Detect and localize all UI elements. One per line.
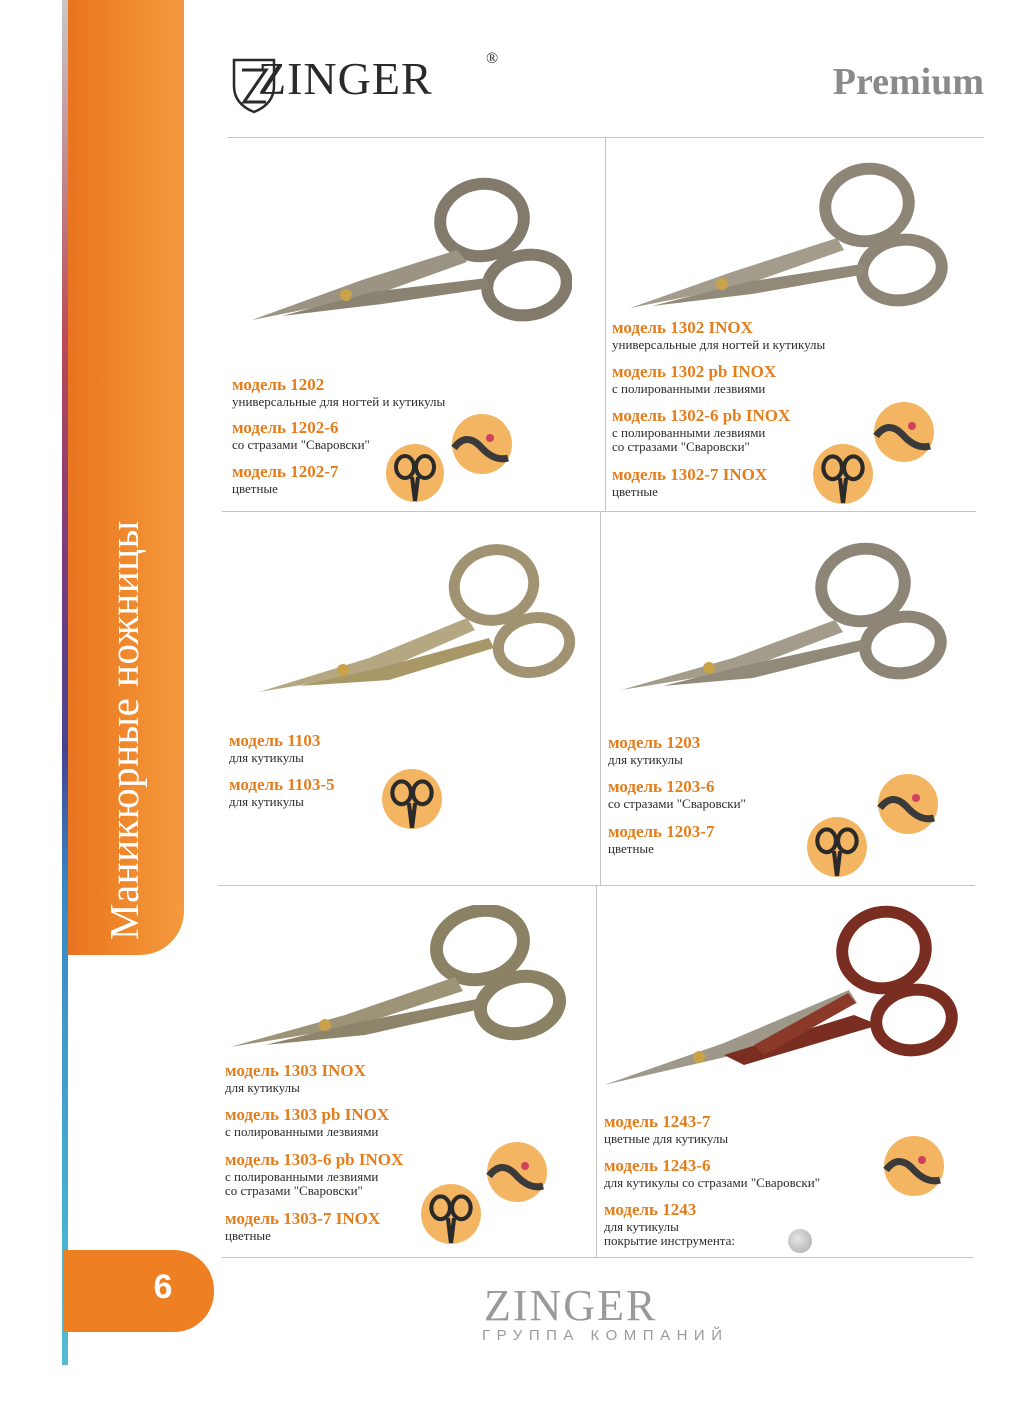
model-desc: универсальные для ногтей и кутикулы: [612, 337, 826, 352]
model-desc: для кутикулы: [229, 794, 304, 809]
model-name: модель 1103-5: [229, 775, 335, 794]
model-desc: цветные: [232, 481, 278, 496]
sidebar-title: Маникюрные ножницы: [101, 520, 147, 940]
model-name: модель 1103: [229, 731, 321, 750]
trademark-symbol: ®: [486, 50, 500, 67]
product-1243: [604, 900, 984, 1250]
product-1103: [229, 530, 609, 850]
model-desc: с полированными лезвиями: [225, 1169, 379, 1184]
model-desc: для кутикулы: [604, 1219, 679, 1234]
model-desc: для кутикулы: [608, 752, 683, 767]
model-desc: со стразами "Сваровски": [608, 796, 746, 811]
model-desc: с полированными лезвиями: [612, 425, 766, 440]
product-1303: [225, 900, 605, 1250]
product-1202: [232, 160, 612, 500]
model-name: модель 1303-6 pb INOX: [225, 1150, 404, 1169]
model-name: модель 1302 INOX: [612, 318, 753, 337]
model-desc: с полированными лезвиями: [612, 381, 766, 396]
model-name: модель 1303-7 INOX: [225, 1209, 381, 1228]
crystal-detail-icon: [872, 400, 936, 464]
scissor-handles-icon: [806, 816, 868, 878]
page-number-tab: [64, 1250, 214, 1332]
product-1302: [612, 160, 992, 505]
model-name: модель 1203: [608, 733, 701, 752]
model-name: модель 1202: [232, 375, 325, 394]
footer-subtitle: ГРУППА КОМПАНИЙ: [482, 1327, 729, 1344]
crystal-detail-icon: [450, 412, 514, 476]
model-name: модель 1302 pb INOX: [612, 362, 777, 381]
crystal-detail-icon: [882, 1134, 946, 1198]
model-name: модель 1302-7 INOX: [612, 465, 768, 484]
scissor-handles-icon: [420, 1183, 482, 1245]
series-title: Premium: [832, 61, 984, 103]
scissors-image: [239, 540, 579, 700]
model-desc: для кутикулы со стразами "Сваровски": [604, 1175, 820, 1190]
scissors-image: [225, 905, 575, 1055]
crystal-detail-icon: [876, 772, 940, 836]
crystal-detail-icon: [485, 1140, 549, 1204]
model-name: модель 1302-6 pb INOX: [612, 406, 791, 425]
model-desc: цветные для кутикулы: [604, 1131, 729, 1146]
scissors-image: [613, 540, 953, 700]
model-name: модель 1243-6: [604, 1156, 711, 1175]
logo-wordmark: ZINGER: [258, 53, 433, 104]
model-name: модель 1202-7: [232, 462, 339, 481]
product-1203: [608, 530, 988, 880]
model-name: модель 1243-7: [604, 1112, 711, 1131]
divider-bottom: [222, 1257, 974, 1258]
logo-text: [258, 50, 500, 105]
model-name: модель 1202-6: [232, 418, 339, 437]
scissor-handles-icon: [381, 768, 443, 830]
model-desc: со стразами "Сваровски": [225, 1183, 363, 1198]
model-name: модель 1203-7: [608, 822, 715, 841]
divider-top: [228, 137, 984, 138]
model-name: модель 1303 INOX: [225, 1061, 366, 1080]
model-name: модель 1303 pb INOX: [225, 1105, 390, 1124]
model-desc: цветные: [612, 484, 658, 499]
model-name: модель 1203-6: [608, 777, 715, 796]
scissors-image: [242, 170, 572, 340]
model-desc: с полированными лезвиями: [225, 1124, 379, 1139]
model-name: модель 1243: [604, 1200, 697, 1219]
model-desc: со стразами "Сваровски": [232, 437, 370, 452]
scissor-handles-icon: [812, 443, 874, 505]
model-desc: покрытие инструмента:: [604, 1233, 736, 1248]
model-desc: универсальные для ногтей и кутикулы: [232, 394, 446, 409]
scissors-image: [622, 160, 952, 320]
model-desc: цветные: [225, 1228, 271, 1243]
model-desc: со стразами "Сваровски": [612, 439, 750, 454]
coating-swatch: [788, 1229, 812, 1253]
scissor-handles-icon: [385, 443, 445, 503]
footer-logo: ZINGER: [484, 1281, 658, 1330]
page-number: 6: [153, 1268, 173, 1306]
model-desc: для кутикулы: [229, 750, 304, 765]
divider-row-1: [222, 511, 976, 512]
model-desc: для кутикулы: [225, 1080, 300, 1095]
scissors-image: [604, 905, 964, 1095]
model-desc: цветные: [608, 841, 654, 856]
